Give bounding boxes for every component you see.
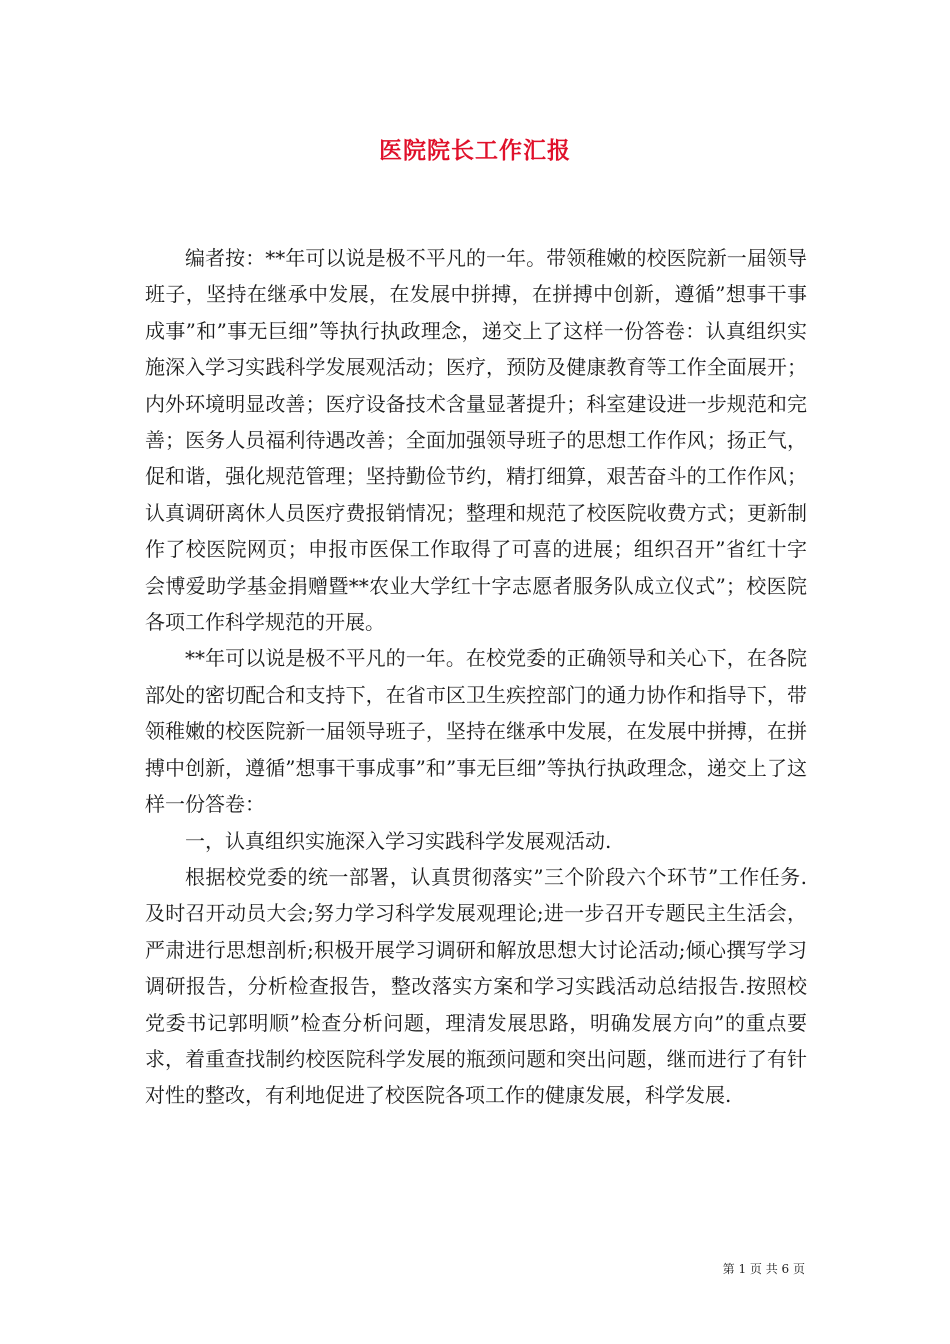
page-number-footer: 第 1 页 共 6 页: [722, 1262, 805, 1276]
document-title: 医院院长工作汇报: [379, 137, 571, 164]
section-heading-1: 一，认真组织实施深入学习实践科学发展观活动.: [185, 828, 612, 853]
paragraph-editor-note: 编者按：**年可以说是极不平凡的一年。带领稚嫩的校医院新一届领导班子，坚持在继承中发展，在发展中拼搏，在拼搏中创新，遵循”想事干事成事”和”事无巨细”等执行执政理念，递交上了这样一份答卷：认真组织实施深入学习实践科学发展观活动；医疗，预防及健康教育等工作全面展开；内外环境明显改善；医疗设备技术含量显著提升；科室建设进一步规范和完善；医务人员福利待遇改善；全面加强领导班子的思想工作作风；扬正气，促和谐，强化规范管理；坚持勤俭节约，精打细算，艰苦奋斗的工作作风；认真调研离休人员医疗费报销情况；整理和规范了校医院收费方式；更新制作了校医院网页；申报市医保工作取得了可喜的进展；组织召开”省红十字会博爱助学基金捐赠暨**农业大学红十字志愿者服务队成立仪式”；校医院各项工作科学规范的开展。: [145, 246, 807, 635]
document-body: [145, 240, 807, 1114]
paragraph-intro: **年可以说是极不平凡的一年。在校党委的正确领导和关心下，在各院部处的密切配合和支持下，在省市区卫生疾控部门的通力协作和指导下，带领稚嫩的校医院新一届领导班子，坚持在继承中发展，在发展中拼搏，在拼搏中创新，遵循”想事干事成事”和”事无巨细”等执行执政理念，递交上了这样一份答卷：: [145, 646, 807, 817]
paragraph-section-1: 根据校党委的统一部署，认真贯彻落实”三个阶段六个环节”工作任务.及时召开动员大会;努力学习科学发展观理论;进一步召开专题民主生活会，严肃进行思想剖析;积极开展学习调研和解放思想大讨论活动;倾心撰写学习调研报告，分析检查报告，整改落实方案和学习实践活动总结报告.按照校党委书记郭明顺”检查分析问题，理清发展思路，明确发展方向”的重点要求，着重查找制约校医院科学发展的瓶颈问题和突出问题，继而进行了有针对性的整改，有利地促进了校医院各项工作的健康发展，科学发展.: [145, 864, 807, 1108]
